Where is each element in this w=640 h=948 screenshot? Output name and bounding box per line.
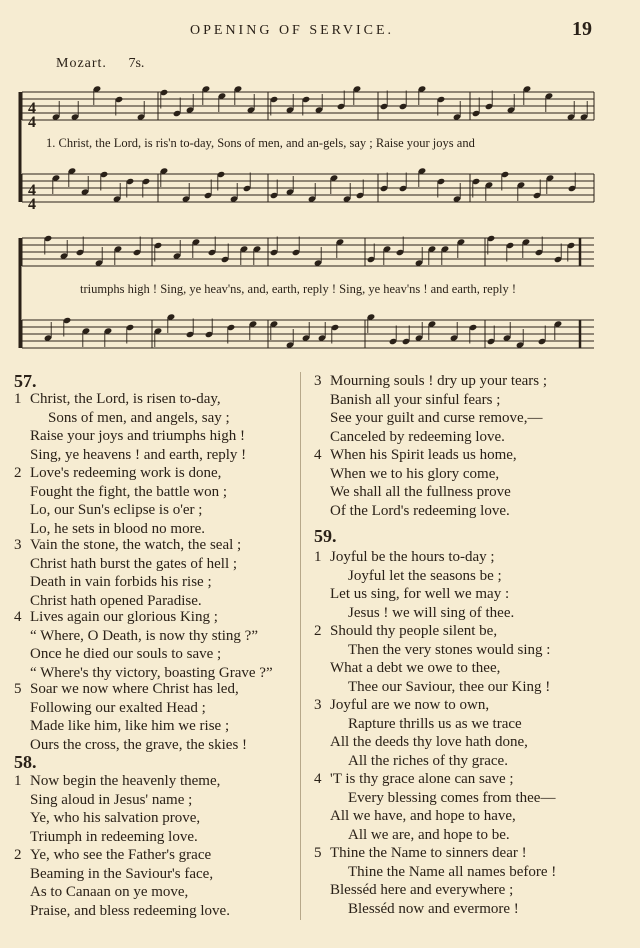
verse-line: Now begin the heavenly theme, [30, 773, 221, 789]
verse-line: Mourning souls ! dry up your tears ; [330, 373, 548, 389]
verse-line: See your guilt and curse remove,— [330, 410, 543, 427]
verse-line: Christ hath opened Paradise. [30, 592, 202, 609]
verse-line: Christ hath burst the gates of hell ; [30, 555, 238, 572]
hymn-number-59: 59. [314, 526, 337, 546]
verse-line: Of the Lord's redeeming love. [330, 502, 510, 519]
verse-number: 3 [314, 373, 322, 389]
verse-line: Soar we now where Christ has led, [30, 681, 239, 697]
verse-number: 3 [314, 697, 322, 713]
verse-line: Jesus ! we will sing of thee. [348, 604, 515, 621]
verse-line: 'T is thy grace alone can save ; [330, 771, 514, 787]
verse-line: Rapture thrills us as we trace [348, 715, 522, 732]
time-signature: 4 [28, 100, 36, 117]
music-score [0, 0, 640, 370]
lyric-line-1: 1. Christ, the Lord, is ris'n to-day, Sons of men, and an-gels, say ; Raise your joys and [46, 136, 475, 150]
verse-line: When his Spirit leads us home, [330, 447, 517, 463]
verse-line: Thine the Name to sinners dear ! [330, 845, 527, 861]
verse [14, 608, 273, 682]
column-divider [300, 372, 301, 920]
verse-line: Ye, who his salvation prove, [30, 810, 201, 827]
verse-line: All the deeds thy love hath done, [330, 734, 528, 751]
verse [14, 536, 242, 610]
tune-meter: 7s. [128, 56, 145, 71]
lyric-line-2: triumphs high ! Sing, ye heav'ns, and, earth, reply ! Sing, ye heav'ns ! and earth, reply ! [80, 282, 516, 296]
verse-line: “ Where's thy victory, boasting Grave ?” [30, 664, 273, 681]
verse [314, 446, 517, 520]
verse-number: 4 [314, 771, 322, 787]
verse-line: Should thy people silent be, [330, 623, 498, 639]
verse-line: Love's redeeming work is done, [30, 465, 222, 481]
verse-line: Blesséd here and everywhere ; [330, 882, 514, 899]
verse-number: 2 [14, 465, 22, 481]
verse [314, 548, 515, 622]
verse-line: All the riches of thy grace. [348, 752, 508, 769]
verse-line: We shall all the fullness prove [330, 484, 511, 501]
time-signature: 4 [28, 196, 36, 213]
verse-number: 1 [14, 391, 22, 407]
verse-line: Sing aloud in Jesus' name ; [30, 791, 193, 808]
verse-line: Sons of men, and angels, say ; [48, 409, 230, 426]
verse-line: Let us sing, for well we may : [330, 586, 510, 603]
verse-line: When we to his glory come, [330, 465, 500, 482]
verse-line: Joyful be the hours to-day ; [330, 549, 495, 565]
verse [14, 680, 248, 754]
verse-number: 4 [314, 447, 322, 463]
verse-number: 3 [14, 537, 22, 553]
verse-line: Ours the cross, the grave, the skies ! [30, 736, 248, 753]
verse-line: Beaming in the Saviour's face, [30, 865, 214, 882]
verse-line: All we have, and hope to have, [330, 808, 516, 825]
verse-line: Fought the fight, the battle won ; [30, 483, 228, 500]
verse-line: Canceled by redeeming love. [330, 428, 505, 445]
verse [314, 770, 556, 844]
verse-line: Once he died our souls to save ; [30, 646, 222, 663]
verse-line: Joyful are we now to own, [330, 697, 490, 713]
page-title: OPENING OF SERVICE. [190, 23, 395, 38]
verse-line: Ye, who see the Father's grace [30, 847, 212, 863]
verse-line: All we are, and hope to be. [348, 826, 510, 843]
verse-line: Joyful let the seasons be ; [348, 567, 502, 584]
verse-line: What a debt we owe to thee, [330, 660, 501, 677]
verse-line: Raise your joys and triumphs high ! [30, 428, 245, 445]
verse-line: Christ, the Lord, is risen to-day, [30, 391, 221, 407]
verse-number: 1 [314, 549, 322, 565]
verse-line: As to Canaan on ye move, [30, 884, 189, 901]
verse-number: 2 [14, 847, 22, 863]
verse-line: Thee our Saviour, thee our King ! [348, 678, 551, 695]
page-number: 19 [572, 18, 592, 40]
verse [14, 464, 228, 538]
time-signature: 4 [28, 182, 36, 199]
verse-line: Death in vain forbids his rise ; [30, 574, 212, 591]
hymn-number-57: 57. [14, 371, 37, 391]
verse [314, 696, 528, 770]
verse-line: Lives again our glorious King ; [30, 609, 218, 625]
verse [314, 372, 548, 446]
verse-line: Triumph in redeeming love. [30, 828, 198, 845]
verse-number: 5 [314, 845, 322, 861]
verse-line: Banish all your sinful fears ; [330, 391, 501, 408]
verse-line: Every blessing comes from thee— [348, 789, 556, 806]
verse [14, 390, 247, 464]
verse [314, 844, 557, 918]
time-signature: 4 [28, 114, 36, 131]
verse [14, 772, 221, 846]
verse [14, 846, 230, 920]
tune-name: Mozart. [56, 56, 107, 71]
verse-line: Vain the stone, the watch, the seal ; [30, 537, 242, 553]
verse-number: 2 [314, 623, 322, 639]
verse-number: 1 [14, 773, 22, 789]
verse-number: 5 [14, 681, 22, 697]
verse-line: “ Where, O Death, is now thy sting ?” [30, 627, 258, 644]
verse-line: Made like him, like him we rise ; [30, 718, 230, 735]
verse-line: Thine the Name all names before ! [348, 863, 557, 880]
verse-line: Lo, our Sun's eclipse is o'er ; [30, 502, 203, 519]
verse [314, 622, 551, 696]
verse-line: Blesséd now and evermore ! [348, 900, 519, 917]
hymn-number-58: 58. [14, 752, 37, 772]
verse-line: Praise, and bless redeeming love. [30, 902, 230, 919]
verse-line: Sing, ye heavens ! and earth, reply ! [30, 446, 247, 463]
verse-line: Lo, he sets in blood no more. [30, 520, 205, 537]
verse-line: Then the very stones would sing : [348, 641, 551, 658]
verse-number: 4 [14, 609, 22, 625]
verse-line: Following our exalted Head ; [30, 699, 206, 716]
